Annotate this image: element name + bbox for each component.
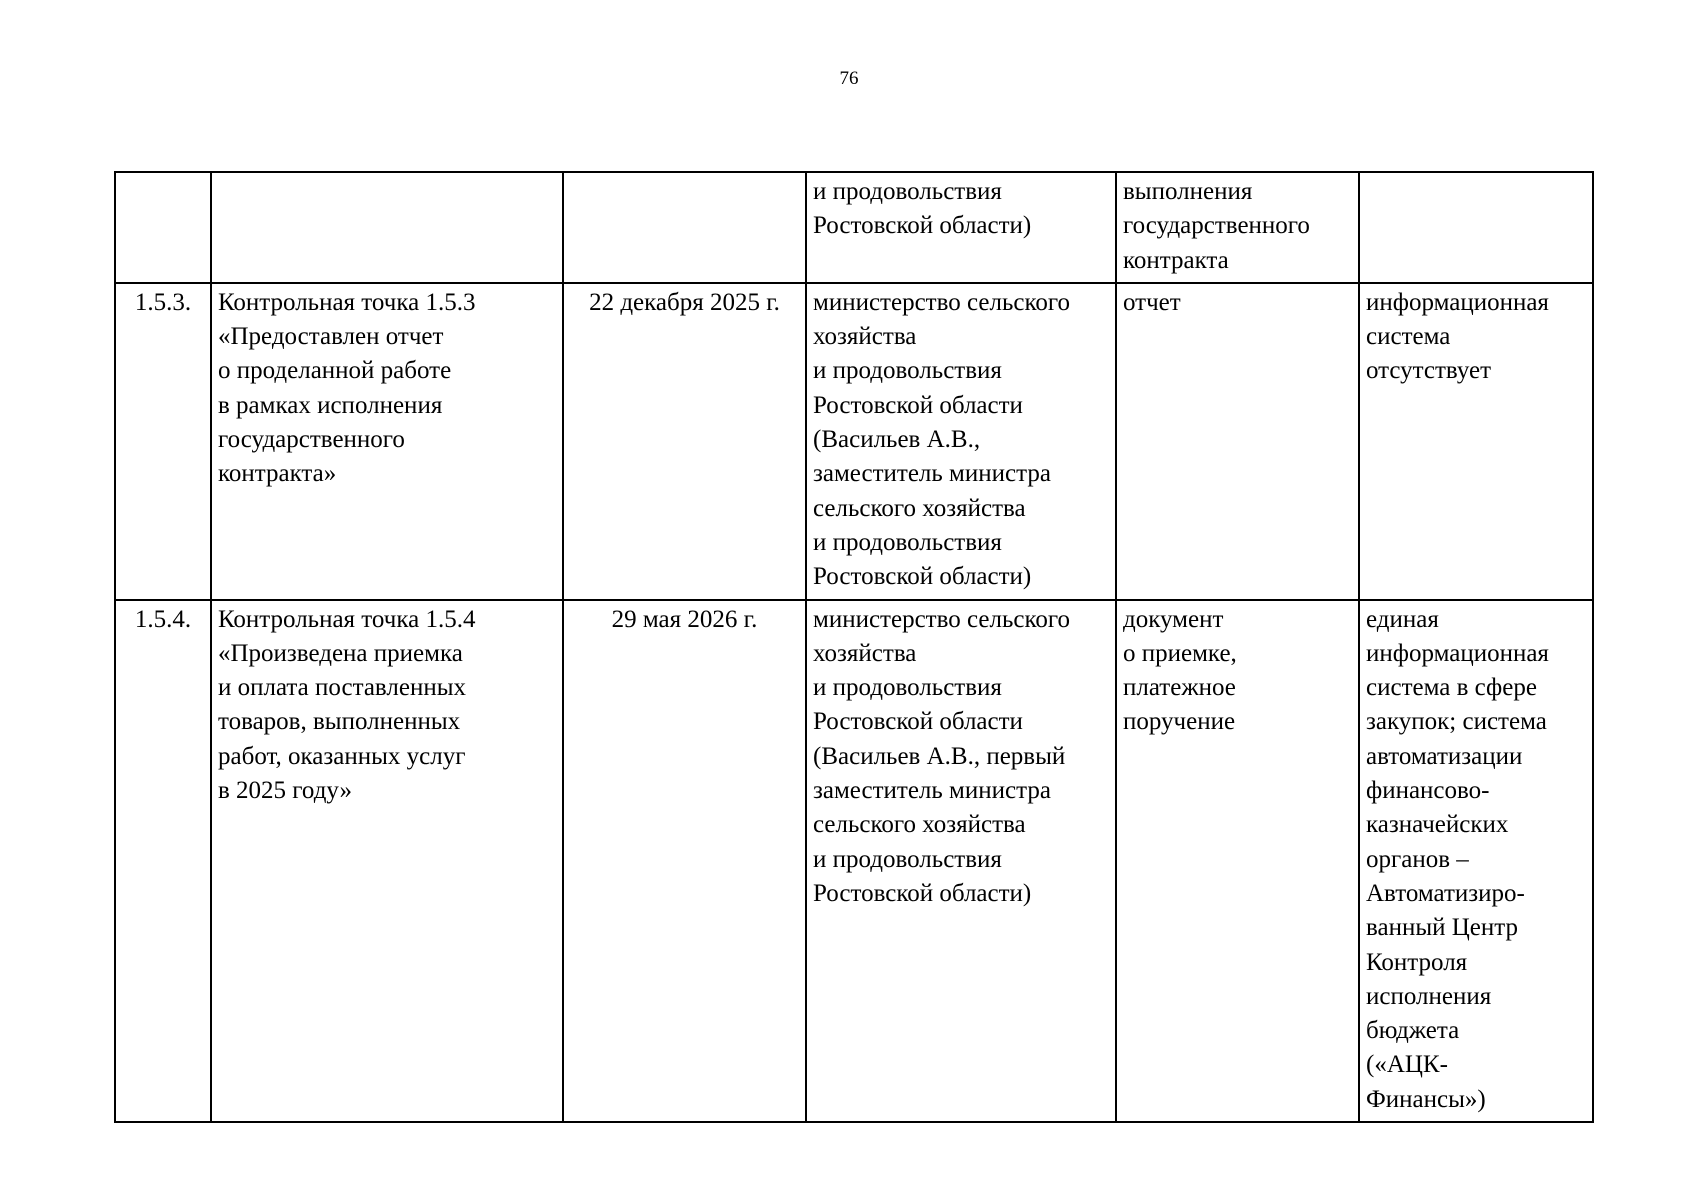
cell-date (563, 172, 806, 283)
cell-number: 1.5.3. (115, 283, 211, 600)
cell-date: 22 декабря 2025 г. (563, 283, 806, 600)
cell-document: отчет (1116, 283, 1359, 600)
cell-information-system (1359, 172, 1593, 283)
cell-information-system: единая информационная система в сфере закупок; система автоматизации финансово- казначейских органов – Автоматизиро- ванный Центр Контроля исполнения бюджета («АЦК- Финансы») (1359, 600, 1593, 1122)
cell-date: 29 мая 2026 г. (563, 600, 806, 1122)
cell-control-point-name: Контрольная точка 1.5.4 «Произведена приемка и оплата поставленных товаров, выполненных работ, оказанных услуг в 2025 году» (211, 600, 563, 1122)
cell-number (115, 172, 211, 283)
cell-responsible: министерство сельского хозяйства и продовольствия Ростовской области (Васильев А.В., первый заместитель министра сельского хозяйства и продовольствия Ростовской области) (806, 600, 1116, 1122)
table-row-continuation (115, 172, 1593, 283)
cell-document: выполнения государственного контракта (1116, 172, 1359, 283)
page-number: 76 (839, 68, 859, 89)
cell-control-point-name (211, 172, 563, 283)
cell-document: документ о приемке, платежное поручение (1116, 600, 1359, 1122)
control-points-table (114, 171, 1594, 1123)
cell-responsible: министерство сельского хозяйства и продовольствия Ростовской области (Васильев А.В., заместитель министра сельского хозяйства и продовольствия Ростовской области) (806, 283, 1116, 600)
table-row-1-5-4 (115, 600, 1593, 1122)
cell-responsible: и продовольствия Ростовской области) (806, 172, 1116, 283)
table-row-1-5-3 (115, 283, 1593, 600)
cell-control-point-name: Контрольная точка 1.5.3 «Предоставлен отчет о проделанной работе в рамках исполнения государственного контракта» (211, 283, 563, 600)
cell-information-system: информационная система отсутствует (1359, 283, 1593, 600)
cell-number: 1.5.4. (115, 600, 211, 1122)
